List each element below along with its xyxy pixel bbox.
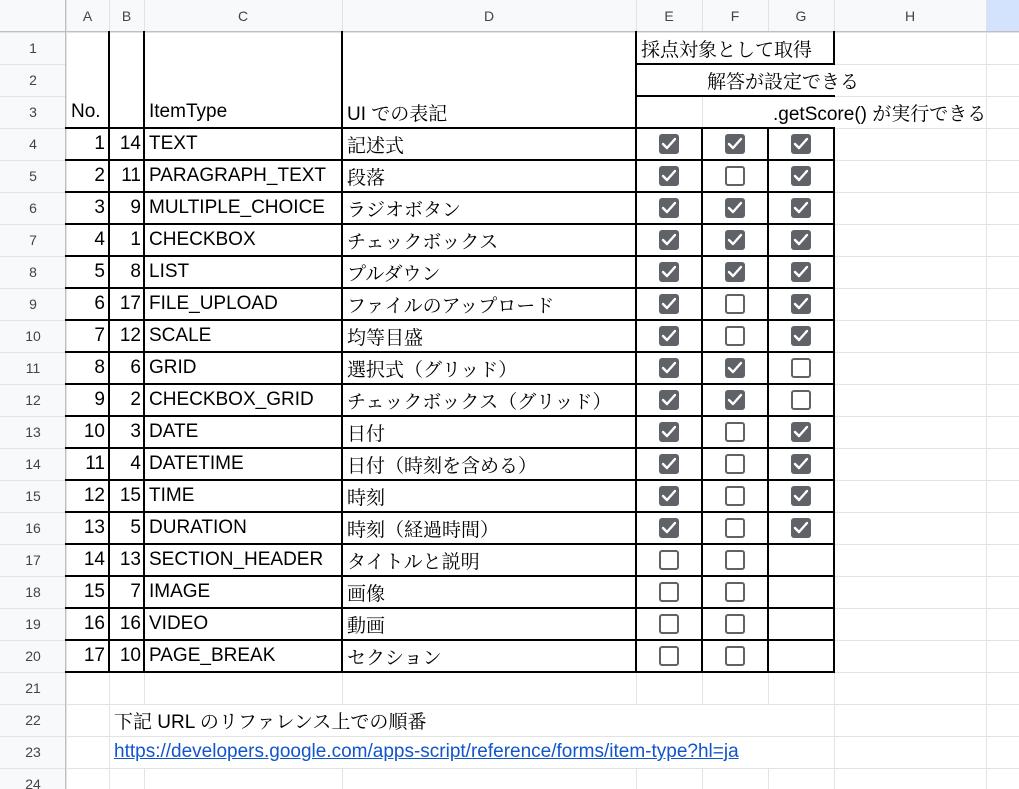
cell-itemtype[interactable]: MULTIPLE_CHOICE bbox=[149, 197, 325, 218]
checkbox-e[interactable] bbox=[659, 230, 679, 250]
cell-ui-label[interactable]: チェックボックス（グリッド） bbox=[347, 391, 612, 413]
cell-b[interactable]: 6 bbox=[130, 357, 141, 378]
header-e-group: 採点対象として取得 bbox=[641, 39, 813, 61]
cell-no[interactable]: 6 bbox=[94, 293, 105, 314]
checkbox-e[interactable] bbox=[659, 646, 679, 666]
cell-itemtype[interactable]: TEXT bbox=[149, 133, 198, 154]
cell-itemtype[interactable]: CHECKBOX bbox=[149, 229, 256, 250]
cell-b[interactable]: 13 bbox=[119, 549, 141, 570]
cell-ui-label[interactable]: 日付 bbox=[347, 423, 386, 445]
table-border bbox=[767, 127, 769, 673]
checkbox-g[interactable] bbox=[791, 230, 811, 250]
row-header[interactable]: 15 bbox=[25, 488, 41, 504]
row-header[interactable]: 3 bbox=[29, 104, 37, 120]
cell-itemtype[interactable]: LIST bbox=[149, 261, 190, 282]
checkbox-g[interactable] bbox=[791, 358, 811, 378]
cell-ui-label[interactable]: 記述式 bbox=[347, 135, 405, 157]
header-no: No. bbox=[71, 101, 101, 122]
footer-note: 下記 URL のリファレンス上での順番 bbox=[114, 711, 427, 733]
column-header-d[interactable]: D bbox=[483, 8, 495, 24]
cell-ui-label[interactable]: ファイルのアップロード bbox=[347, 295, 555, 317]
cell-b[interactable]: 2 bbox=[130, 389, 141, 410]
cell-itemtype[interactable]: DURATION bbox=[149, 517, 247, 538]
row-header[interactable]: 2 bbox=[29, 72, 37, 88]
cell-b[interactable]: 10 bbox=[119, 645, 141, 666]
row-header[interactable]: 8 bbox=[29, 264, 37, 280]
cell-no[interactable]: 10 bbox=[83, 421, 105, 442]
row-header[interactable]: 11 bbox=[25, 360, 41, 376]
gridline-h bbox=[0, 768, 1019, 769]
row-header[interactable]: 17 bbox=[25, 552, 41, 568]
checkbox-f[interactable] bbox=[725, 326, 745, 346]
checkbox-f[interactable] bbox=[725, 646, 745, 666]
column-header-f[interactable]: F bbox=[730, 8, 740, 24]
checkbox-f[interactable] bbox=[725, 486, 745, 506]
checkbox-g[interactable] bbox=[791, 326, 811, 346]
checkbox-f[interactable] bbox=[725, 614, 745, 634]
cell-itemtype[interactable]: CHECKBOX_GRID bbox=[149, 389, 314, 410]
cell-no[interactable]: 1 bbox=[94, 133, 105, 154]
cell-b[interactable]: 3 bbox=[130, 421, 141, 442]
cell-b[interactable]: 5 bbox=[130, 517, 141, 538]
checkbox-e[interactable] bbox=[659, 582, 679, 602]
checkbox-e[interactable] bbox=[659, 486, 679, 506]
cell-no[interactable]: 7 bbox=[94, 325, 105, 346]
cell-itemtype[interactable]: FILE_UPLOAD bbox=[149, 293, 278, 314]
cell-ui-label[interactable]: 画像 bbox=[347, 583, 386, 605]
row-header[interactable]: 24 bbox=[25, 776, 41, 789]
cell-ui-label[interactable]: 日付（時刻を含める） bbox=[347, 455, 538, 477]
cell-b[interactable]: 1 bbox=[130, 229, 141, 250]
cell-b[interactable]: 12 bbox=[119, 325, 141, 346]
checkbox-e[interactable] bbox=[659, 326, 679, 346]
cell-itemtype[interactable]: PAGE_BREAK bbox=[149, 645, 276, 666]
cell-no[interactable]: 13 bbox=[83, 517, 105, 538]
checkbox-f[interactable] bbox=[725, 358, 745, 378]
cell-ui-label[interactable]: 時刻（経過時間） bbox=[347, 519, 500, 541]
checkbox-f[interactable] bbox=[725, 422, 745, 442]
header-ui: UI での表記 bbox=[347, 103, 448, 125]
cell-no[interactable]: 16 bbox=[83, 613, 105, 634]
cell-b[interactable]: 16 bbox=[119, 613, 141, 634]
row-header[interactable]: 4 bbox=[29, 136, 37, 152]
row-header[interactable]: 7 bbox=[29, 232, 37, 248]
checkbox-e[interactable] bbox=[659, 454, 679, 474]
checkbox-g[interactable] bbox=[791, 134, 811, 154]
checkbox-f[interactable] bbox=[725, 198, 745, 218]
cell-itemtype[interactable]: VIDEO bbox=[149, 613, 209, 634]
cell-ui-label[interactable]: 均等目盛 bbox=[347, 327, 424, 349]
reference-link[interactable]: https://developers.google.com/apps-script/reference/forms/item-type?hl=ja bbox=[114, 741, 739, 762]
cell-b[interactable]: 17 bbox=[119, 293, 141, 314]
cell-no[interactable]: 15 bbox=[83, 581, 105, 602]
header-itemtype: ItemType bbox=[149, 101, 228, 122]
checkbox-f[interactable] bbox=[725, 550, 745, 570]
cell-no[interactable]: 11 bbox=[85, 453, 105, 474]
row-header[interactable]: 18 bbox=[25, 584, 41, 600]
cell-ui-label[interactable]: プルダウン bbox=[347, 263, 441, 285]
row-header[interactable]: 1 bbox=[29, 40, 37, 56]
table-border bbox=[833, 127, 835, 673]
cell-itemtype[interactable]: GRID bbox=[149, 357, 197, 378]
checkbox-e[interactable] bbox=[659, 390, 679, 410]
row-header[interactable]: 16 bbox=[25, 520, 41, 536]
cell-no[interactable]: 14 bbox=[83, 549, 105, 570]
checkbox-g[interactable] bbox=[791, 166, 811, 186]
row-header[interactable]: 19 bbox=[25, 616, 41, 632]
checkbox-f[interactable] bbox=[725, 518, 745, 538]
checkbox-g[interactable] bbox=[791, 294, 811, 314]
checkbox-f[interactable] bbox=[725, 262, 745, 282]
checkbox-g[interactable] bbox=[791, 486, 811, 506]
row-header[interactable]: 21 bbox=[25, 680, 41, 696]
cell-no[interactable]: 17 bbox=[83, 645, 105, 666]
checkbox-e[interactable] bbox=[659, 550, 679, 570]
column-header-g[interactable]: G bbox=[795, 8, 807, 24]
cell-ui-label[interactable]: チェックボックス bbox=[347, 231, 499, 253]
cell-no[interactable]: 5 bbox=[94, 261, 105, 282]
column-header-b[interactable]: B bbox=[121, 8, 132, 24]
column-header-selected bbox=[986, 0, 1019, 32]
checkbox-e[interactable] bbox=[659, 198, 679, 218]
checkbox-e[interactable] bbox=[659, 422, 679, 442]
row-header[interactable]: 9 bbox=[29, 296, 37, 312]
row-header[interactable]: 6 bbox=[29, 200, 37, 216]
checkbox-f[interactable] bbox=[725, 582, 745, 602]
cell-ui-label[interactable]: セクション bbox=[347, 647, 442, 669]
header-g-group: .getScore() が実行できる bbox=[773, 103, 987, 125]
checkbox-g[interactable] bbox=[791, 262, 811, 282]
checkbox-f[interactable] bbox=[725, 230, 745, 250]
cell-b[interactable]: 8 bbox=[130, 261, 141, 282]
column-header-a[interactable]: A bbox=[82, 8, 93, 24]
checkbox-e[interactable] bbox=[659, 358, 679, 378]
cell-ui-label[interactable]: 段落 bbox=[347, 167, 386, 189]
cell-b[interactable]: 14 bbox=[119, 133, 141, 154]
cell-b[interactable]: 11 bbox=[121, 165, 141, 186]
checkbox-f[interactable] bbox=[725, 294, 745, 314]
column-header-c[interactable]: C bbox=[237, 8, 249, 24]
cell-no[interactable]: 9 bbox=[94, 389, 105, 410]
checkbox-e[interactable] bbox=[659, 518, 679, 538]
checkbox-e[interactable] bbox=[659, 614, 679, 634]
cell-itemtype[interactable]: SCALE bbox=[149, 325, 212, 346]
checkbox-f[interactable] bbox=[725, 166, 745, 186]
cell-ui-label[interactable]: タイトルと説明 bbox=[347, 551, 480, 573]
cell-no[interactable]: 4 bbox=[94, 229, 105, 250]
checkbox-e[interactable] bbox=[659, 166, 679, 186]
cell-itemtype[interactable]: DATETIME bbox=[149, 453, 244, 474]
cell-b[interactable]: 15 bbox=[119, 485, 141, 506]
cell-ui-label[interactable]: 動画 bbox=[347, 615, 386, 637]
checkbox-g[interactable] bbox=[791, 454, 811, 474]
cell-ui-label[interactable]: 時刻 bbox=[347, 487, 386, 509]
cell-itemtype[interactable]: TIME bbox=[149, 485, 195, 506]
row-header[interactable]: 10 bbox=[25, 328, 41, 344]
row-header[interactable]: 22 bbox=[25, 712, 41, 728]
checkbox-e[interactable] bbox=[659, 294, 679, 314]
column-header-h[interactable]: H bbox=[904, 8, 916, 24]
cell-itemtype[interactable]: DATE bbox=[149, 421, 199, 442]
table-border bbox=[701, 127, 703, 673]
cell-itemtype[interactable]: IMAGE bbox=[149, 581, 211, 602]
row-header[interactable]: 13 bbox=[25, 424, 41, 440]
cell-itemtype[interactable]: SECTION_HEADER bbox=[149, 549, 324, 570]
header-f-group: 解答が設定できる bbox=[707, 71, 860, 93]
checkbox-e[interactable] bbox=[659, 262, 679, 282]
checkbox-g[interactable] bbox=[791, 198, 811, 218]
checkbox-g[interactable] bbox=[791, 518, 811, 538]
cell-no[interactable]: 8 bbox=[94, 357, 105, 378]
cell-b[interactable]: 4 bbox=[130, 453, 141, 474]
cell-ui-label[interactable]: ラジオボタン bbox=[347, 199, 462, 221]
cell-no[interactable]: 2 bbox=[94, 165, 105, 186]
row-header[interactable]: 14 bbox=[25, 456, 41, 472]
cell-no[interactable]: 3 bbox=[94, 197, 105, 218]
checkbox-g[interactable] bbox=[791, 422, 811, 442]
column-header-e[interactable]: E bbox=[664, 8, 674, 24]
row-header[interactable]: 20 bbox=[25, 648, 41, 664]
row-header[interactable]: 12 bbox=[25, 392, 41, 408]
row-header[interactable]: 5 bbox=[29, 168, 37, 184]
checkbox-f[interactable] bbox=[725, 134, 745, 154]
checkbox-g[interactable] bbox=[791, 390, 811, 410]
row-header[interactable]: 23 bbox=[25, 744, 41, 760]
cell-b[interactable]: 9 bbox=[130, 197, 141, 218]
checkbox-f[interactable] bbox=[725, 390, 745, 410]
cell-ui-label[interactable]: 選択式（グリッド） bbox=[347, 359, 518, 381]
checkbox-e[interactable] bbox=[659, 134, 679, 154]
cell-no[interactable]: 12 bbox=[83, 485, 105, 506]
checkbox-f[interactable] bbox=[725, 454, 745, 474]
cell-itemtype[interactable]: PARAGRAPH_TEXT bbox=[149, 165, 327, 186]
cell-b[interactable]: 7 bbox=[130, 581, 141, 602]
